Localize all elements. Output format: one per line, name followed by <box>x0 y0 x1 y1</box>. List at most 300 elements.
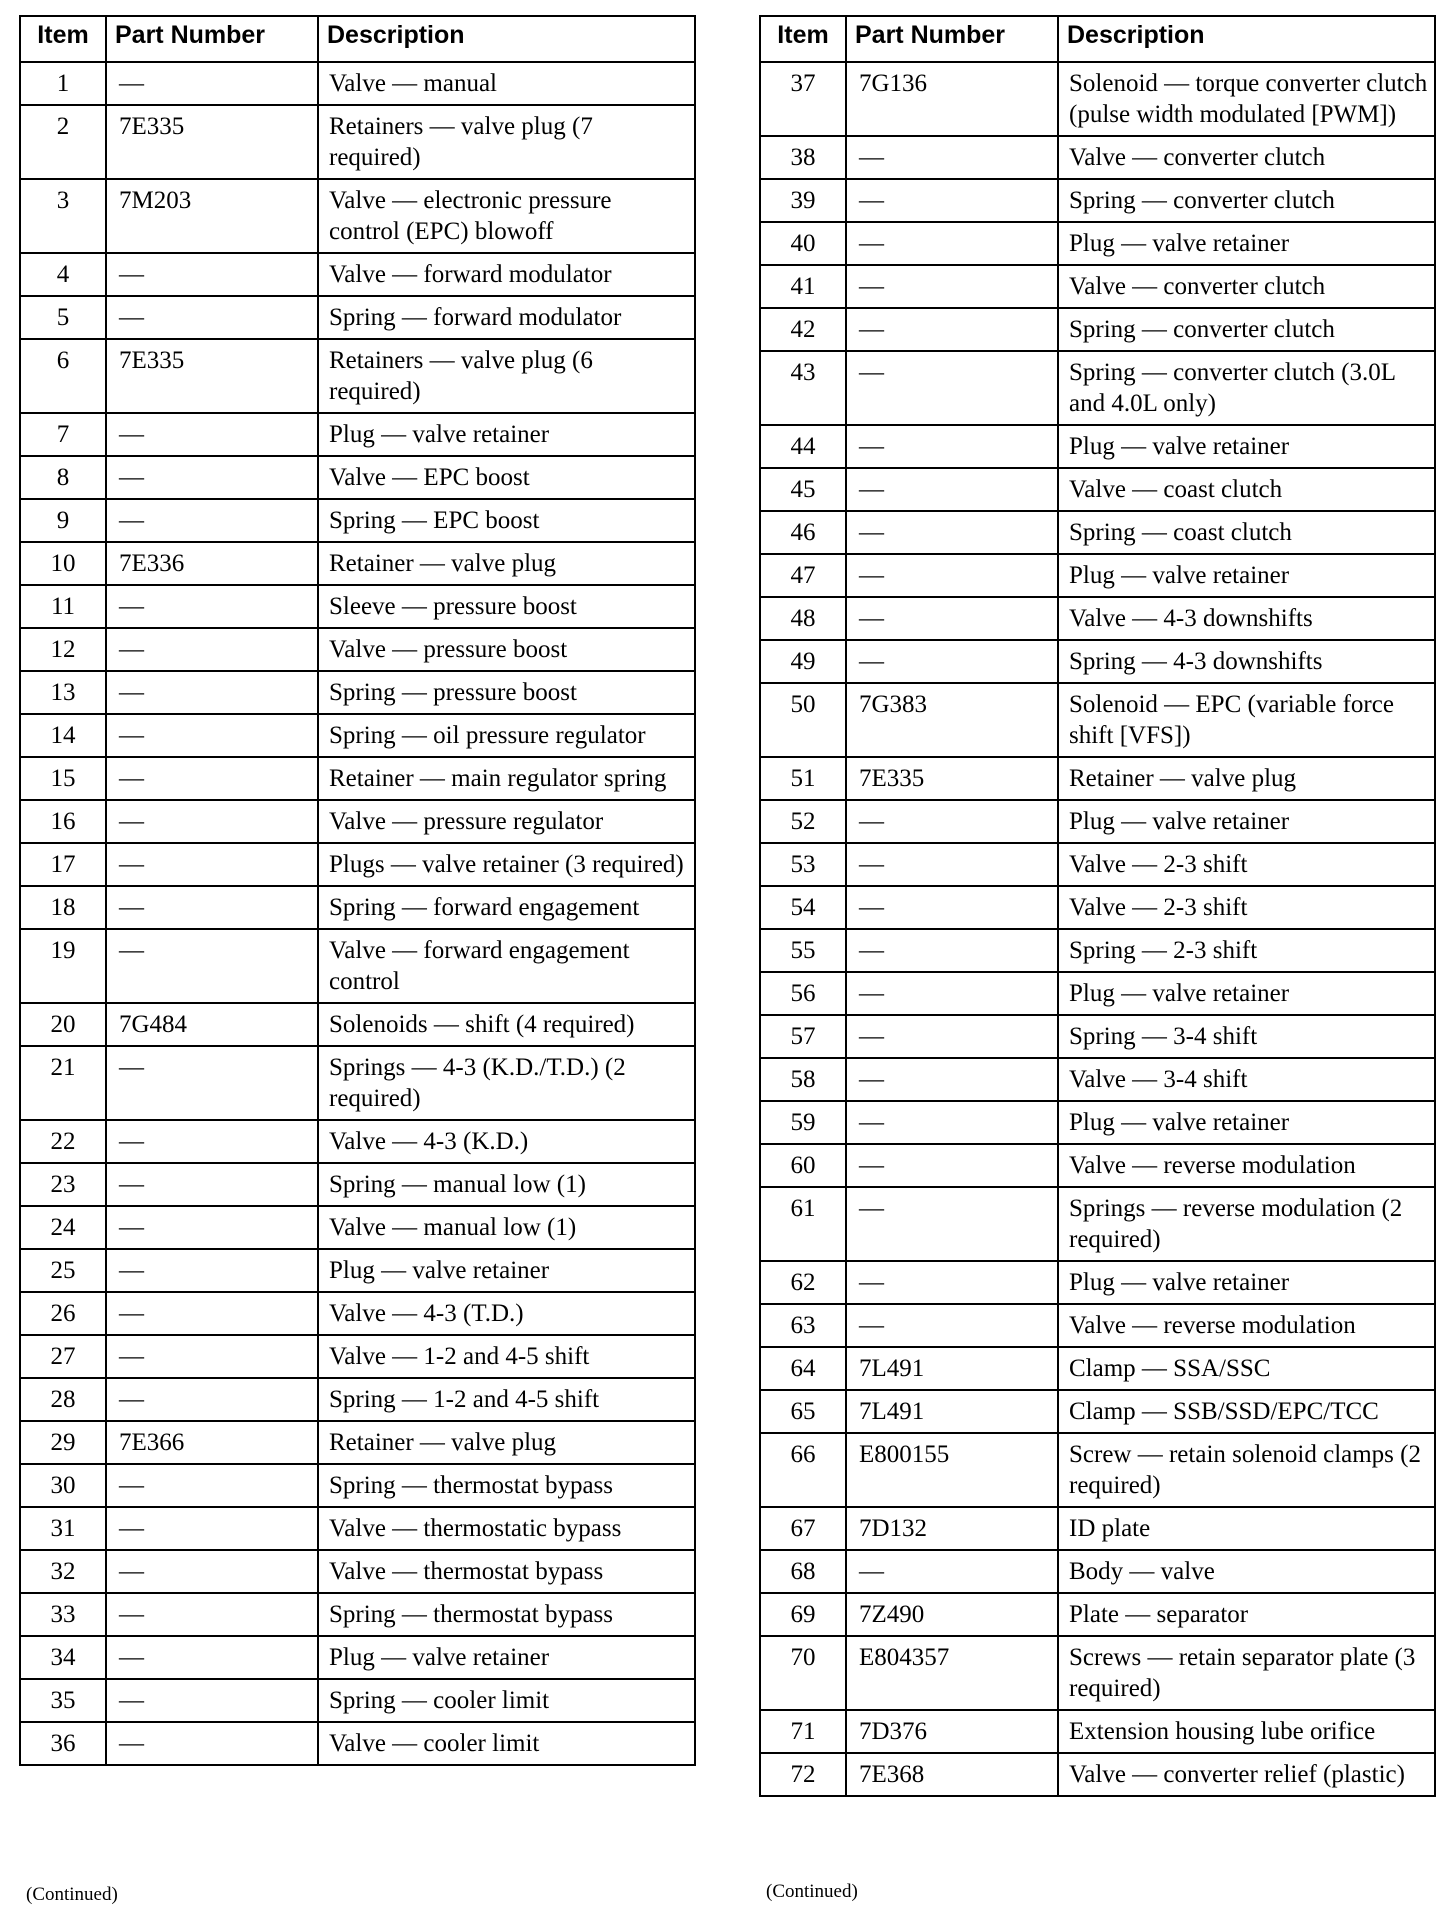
item-number: 45 <box>760 468 846 511</box>
item-number: 3 <box>20 179 106 253</box>
header-item: Item <box>760 16 846 62</box>
part-number: — <box>106 296 318 339</box>
item-number: 22 <box>20 1120 106 1163</box>
table-row <box>20 1206 695 1249</box>
description: Screw — retain solenoid clamps (2 required) <box>1058 1433 1435 1507</box>
table-row <box>760 1710 1435 1753</box>
table-row <box>20 1163 695 1206</box>
item-number: 57 <box>760 1015 846 1058</box>
part-number: — <box>846 351 1058 425</box>
description: Valve — 4-3 downshifts <box>1058 597 1435 640</box>
description: Screws — retain separator plate (3 required) <box>1058 1636 1435 1710</box>
description: Spring — pressure boost <box>318 671 695 714</box>
item-number: 59 <box>760 1101 846 1144</box>
description: Clamp — SSA/SSC <box>1058 1347 1435 1390</box>
part-number: — <box>846 972 1058 1015</box>
part-number: 7E368 <box>846 1753 1058 1796</box>
table-row <box>20 1593 695 1636</box>
description: Valve — converter relief (plastic) <box>1058 1753 1435 1796</box>
description: Body — valve <box>1058 1550 1435 1593</box>
description: Retainer — valve plug <box>318 1421 695 1464</box>
part-number: — <box>846 1101 1058 1144</box>
description: Plug — valve retainer <box>1058 425 1435 468</box>
table-row <box>760 468 1435 511</box>
item-number: 48 <box>760 597 846 640</box>
item-number: 5 <box>20 296 106 339</box>
table-row <box>760 597 1435 640</box>
part-number: — <box>846 1144 1058 1187</box>
description: Sleeve — pressure boost <box>318 585 695 628</box>
description: Spring — thermostat bypass <box>318 1464 695 1507</box>
table-row <box>20 1679 695 1722</box>
item-number: 2 <box>20 105 106 179</box>
part-number: — <box>106 585 318 628</box>
part-number: — <box>106 1120 318 1163</box>
part-number: 7M203 <box>106 179 318 253</box>
item-number: 34 <box>20 1636 106 1679</box>
description: Valve — 4-3 (K.D.) <box>318 1120 695 1163</box>
table-row <box>760 1636 1435 1710</box>
table-row <box>20 1120 695 1163</box>
continued-note: (Continued) <box>26 1884 118 1905</box>
item-number: 61 <box>760 1187 846 1261</box>
description: Retainer — valve plug <box>318 542 695 585</box>
part-number: — <box>106 1679 318 1722</box>
table-row <box>20 843 695 886</box>
part-number: — <box>846 886 1058 929</box>
item-number: 32 <box>20 1550 106 1593</box>
part-number: — <box>106 1550 318 1593</box>
item-number: 67 <box>760 1507 846 1550</box>
item-number: 54 <box>760 886 846 929</box>
table-row <box>20 1335 695 1378</box>
part-number: — <box>106 1378 318 1421</box>
table-row <box>20 339 695 413</box>
description: Spring — forward modulator <box>318 296 695 339</box>
table-row <box>760 1753 1435 1796</box>
description: Valve — 4-3 (T.D.) <box>318 1292 695 1335</box>
part-number: — <box>106 1206 318 1249</box>
part-number: 7E336 <box>106 542 318 585</box>
item-number: 55 <box>760 929 846 972</box>
item-number: 21 <box>20 1046 106 1120</box>
description: Spring — 4-3 downshifts <box>1058 640 1435 683</box>
description: Solenoid — torque converter clutch (pulse width modulated [PWM]) <box>1058 62 1435 136</box>
item-number: 62 <box>760 1261 846 1304</box>
description: Spring — 2-3 shift <box>1058 929 1435 972</box>
description: Spring — EPC boost <box>318 499 695 542</box>
item-number: 52 <box>760 800 846 843</box>
item-number: 43 <box>760 351 846 425</box>
table-row <box>760 308 1435 351</box>
item-number: 13 <box>20 671 106 714</box>
description: Valve — converter clutch <box>1058 265 1435 308</box>
description: ID plate <box>1058 1507 1435 1550</box>
description: Plug — valve retainer <box>1058 554 1435 597</box>
table-row <box>760 265 1435 308</box>
table-row <box>20 1003 695 1046</box>
description: Plate — separator <box>1058 1593 1435 1636</box>
item-number: 10 <box>20 542 106 585</box>
table-row <box>760 683 1435 757</box>
table-row <box>760 425 1435 468</box>
part-number: — <box>106 62 318 105</box>
part-number: — <box>846 308 1058 351</box>
table-row <box>20 800 695 843</box>
table-row <box>760 929 1435 972</box>
description: Retainers — valve plug (7 required) <box>318 105 695 179</box>
part-number: — <box>846 136 1058 179</box>
part-number: — <box>846 468 1058 511</box>
description: Valve — forward engagement control <box>318 929 695 1003</box>
table-row <box>20 179 695 253</box>
part-number: — <box>106 757 318 800</box>
continued-note: (Continued) <box>766 1881 858 1902</box>
description: Spring — converter clutch <box>1058 308 1435 351</box>
part-number: — <box>106 671 318 714</box>
header-item: Item <box>20 16 106 62</box>
description: Valve — forward modulator <box>318 253 695 296</box>
item-number: 25 <box>20 1249 106 1292</box>
description: Plug — valve retainer <box>1058 1101 1435 1144</box>
part-number: — <box>846 640 1058 683</box>
item-number: 38 <box>760 136 846 179</box>
table-row <box>20 929 695 1003</box>
description: Spring — converter clutch <box>1058 179 1435 222</box>
part-number: 7G383 <box>846 683 1058 757</box>
description: Extension housing lube orifice <box>1058 1710 1435 1753</box>
table-row <box>760 1593 1435 1636</box>
part-number: — <box>106 929 318 1003</box>
part-number: — <box>106 1722 318 1765</box>
table-row <box>760 136 1435 179</box>
description: Valve — manual low (1) <box>318 1206 695 1249</box>
description: Valve — 3-4 shift <box>1058 1058 1435 1101</box>
description: Plug — valve retainer <box>318 1249 695 1292</box>
description: Plugs — valve retainer (3 required) <box>318 843 695 886</box>
table-row <box>760 972 1435 1015</box>
item-number: 26 <box>20 1292 106 1335</box>
part-number: — <box>106 1046 318 1120</box>
item-number: 36 <box>20 1722 106 1765</box>
description: Spring — 3-4 shift <box>1058 1015 1435 1058</box>
table-row <box>760 179 1435 222</box>
description: Spring — 1-2 and 4-5 shift <box>318 1378 695 1421</box>
description: Valve — 1-2 and 4-5 shift <box>318 1335 695 1378</box>
header-description: Description <box>318 16 695 62</box>
description: Plug — valve retainer <box>1058 972 1435 1015</box>
description: Plug — valve retainer <box>318 1636 695 1679</box>
item-number: 18 <box>20 886 106 929</box>
table-row <box>20 253 695 296</box>
item-number: 40 <box>760 222 846 265</box>
item-number: 9 <box>20 499 106 542</box>
table-row <box>760 843 1435 886</box>
part-number: 7E335 <box>106 105 318 179</box>
part-number: — <box>846 800 1058 843</box>
part-number: — <box>106 456 318 499</box>
table-row <box>760 800 1435 843</box>
item-number: 24 <box>20 1206 106 1249</box>
table-row <box>20 1464 695 1507</box>
description: Spring — cooler limit <box>318 1679 695 1722</box>
description: Springs — reverse modulation (2 required) <box>1058 1187 1435 1261</box>
part-number: — <box>106 1636 318 1679</box>
table-row <box>20 413 695 456</box>
item-number: 49 <box>760 640 846 683</box>
item-number: 31 <box>20 1507 106 1550</box>
part-number: 7E366 <box>106 1421 318 1464</box>
table-header-row <box>760 16 1435 62</box>
table-row <box>20 1421 695 1464</box>
table-row <box>20 1550 695 1593</box>
part-number: — <box>106 1507 318 1550</box>
description: Plug — valve retainer <box>1058 800 1435 843</box>
part-number: — <box>106 886 318 929</box>
item-number: 1 <box>20 62 106 105</box>
part-number: — <box>106 843 318 886</box>
part-number: E804357 <box>846 1636 1058 1710</box>
table-row <box>760 554 1435 597</box>
part-number: — <box>846 597 1058 640</box>
part-number: 7L491 <box>846 1347 1058 1390</box>
item-number: 44 <box>760 425 846 468</box>
table-row <box>760 1261 1435 1304</box>
table-row <box>760 1304 1435 1347</box>
table-row <box>20 1046 695 1120</box>
description: Spring — forward engagement <box>318 886 695 929</box>
item-number: 15 <box>20 757 106 800</box>
description: Spring — oil pressure regulator <box>318 714 695 757</box>
description: Valve — thermostatic bypass <box>318 1507 695 1550</box>
item-number: 37 <box>760 62 846 136</box>
description: Retainer — main regulator spring <box>318 757 695 800</box>
description: Plug — valve retainer <box>1058 222 1435 265</box>
part-number: 7D376 <box>846 1710 1058 1753</box>
item-number: 58 <box>760 1058 846 1101</box>
part-number: — <box>106 1335 318 1378</box>
table-row <box>20 628 695 671</box>
description: Plug — valve retainer <box>318 413 695 456</box>
item-number: 63 <box>760 1304 846 1347</box>
table-row <box>760 1550 1435 1593</box>
part-number: — <box>846 1058 1058 1101</box>
table-row <box>760 62 1435 136</box>
item-number: 33 <box>20 1593 106 1636</box>
item-number: 16 <box>20 800 106 843</box>
table-row <box>760 222 1435 265</box>
table-row <box>760 1015 1435 1058</box>
table-row <box>20 1249 695 1292</box>
header-description: Description <box>1058 16 1435 62</box>
table-row <box>20 757 695 800</box>
description: Springs — 4-3 (K.D./T.D.) (2 required) <box>318 1046 695 1120</box>
description: Valve — 2-3 shift <box>1058 843 1435 886</box>
table-row <box>760 886 1435 929</box>
item-number: 65 <box>760 1390 846 1433</box>
table-row <box>760 1390 1435 1433</box>
part-number: — <box>846 179 1058 222</box>
description: Valve — reverse modulation <box>1058 1304 1435 1347</box>
item-number: 12 <box>20 628 106 671</box>
part-number: — <box>846 929 1058 972</box>
description: Valve — EPC boost <box>318 456 695 499</box>
item-number: 27 <box>20 1335 106 1378</box>
part-number: — <box>106 253 318 296</box>
item-number: 41 <box>760 265 846 308</box>
parts-table-right <box>759 15 1436 1797</box>
item-number: 70 <box>760 1636 846 1710</box>
description: Valve — cooler limit <box>318 1722 695 1765</box>
description: Retainer — valve plug <box>1058 757 1435 800</box>
description: Valve — 2-3 shift <box>1058 886 1435 929</box>
item-number: 35 <box>20 1679 106 1722</box>
table-row <box>20 1292 695 1335</box>
description: Solenoids — shift (4 required) <box>318 1003 695 1046</box>
item-number: 7 <box>20 413 106 456</box>
item-number: 46 <box>760 511 846 554</box>
item-number: 56 <box>760 972 846 1015</box>
item-number: 4 <box>20 253 106 296</box>
item-number: 6 <box>20 339 106 413</box>
item-number: 66 <box>760 1433 846 1507</box>
item-number: 64 <box>760 1347 846 1390</box>
part-number: — <box>106 1593 318 1636</box>
description: Spring — manual low (1) <box>318 1163 695 1206</box>
table-row <box>760 1433 1435 1507</box>
part-number: — <box>846 1550 1058 1593</box>
item-number: 11 <box>20 585 106 628</box>
part-number: — <box>846 425 1058 468</box>
header-part-number: Part Number <box>846 16 1058 62</box>
table-row <box>760 351 1435 425</box>
part-number: 7G484 <box>106 1003 318 1046</box>
table-row <box>20 1507 695 1550</box>
item-number: 20 <box>20 1003 106 1046</box>
part-number: — <box>106 1464 318 1507</box>
part-number: — <box>846 1304 1058 1347</box>
description: Spring — thermostat bypass <box>318 1593 695 1636</box>
part-number: — <box>846 265 1058 308</box>
part-number: — <box>106 628 318 671</box>
table-row <box>760 1347 1435 1390</box>
part-number: — <box>846 843 1058 886</box>
item-number: 69 <box>760 1593 846 1636</box>
part-number: 7Z490 <box>846 1593 1058 1636</box>
description: Valve — coast clutch <box>1058 468 1435 511</box>
item-number: 51 <box>760 757 846 800</box>
part-number: 7G136 <box>846 62 1058 136</box>
item-number: 53 <box>760 843 846 886</box>
part-number: — <box>106 1163 318 1206</box>
part-number: — <box>846 222 1058 265</box>
item-number: 50 <box>760 683 846 757</box>
table-row <box>20 886 695 929</box>
description: Valve — electronic pressure control (EPC) blowoff <box>318 179 695 253</box>
table-row <box>760 1058 1435 1101</box>
part-number: 7E335 <box>106 339 318 413</box>
part-number: 7L491 <box>846 1390 1058 1433</box>
item-number: 14 <box>20 714 106 757</box>
item-number: 68 <box>760 1550 846 1593</box>
part-number: — <box>846 1015 1058 1058</box>
part-number: — <box>106 499 318 542</box>
table-row <box>20 714 695 757</box>
description: Spring — converter clutch (3.0L and 4.0L only) <box>1058 351 1435 425</box>
part-number: — <box>106 714 318 757</box>
item-number: 19 <box>20 929 106 1003</box>
part-number: — <box>106 800 318 843</box>
item-number: 29 <box>20 1421 106 1464</box>
part-number: E800155 <box>846 1433 1058 1507</box>
table-row <box>20 1636 695 1679</box>
item-number: 42 <box>760 308 846 351</box>
item-number: 28 <box>20 1378 106 1421</box>
table-row <box>760 1144 1435 1187</box>
part-number: — <box>846 1261 1058 1304</box>
table-row <box>760 757 1435 800</box>
header-part-number: Part Number <box>106 16 318 62</box>
table-row <box>760 1507 1435 1550</box>
table-row <box>760 640 1435 683</box>
table-row <box>20 542 695 585</box>
item-number: 23 <box>20 1163 106 1206</box>
item-number: 47 <box>760 554 846 597</box>
part-number: — <box>106 1292 318 1335</box>
description: Solenoid — EPC (variable force shift [VFS]) <box>1058 683 1435 757</box>
description: Valve — reverse modulation <box>1058 1144 1435 1187</box>
table-row <box>760 1101 1435 1144</box>
item-number: 60 <box>760 1144 846 1187</box>
part-number: 7E335 <box>846 757 1058 800</box>
part-number: — <box>106 413 318 456</box>
part-number: — <box>106 1249 318 1292</box>
description: Valve — pressure regulator <box>318 800 695 843</box>
description: Valve — converter clutch <box>1058 136 1435 179</box>
item-number: 39 <box>760 179 846 222</box>
table-row <box>20 456 695 499</box>
description: Clamp — SSB/SSD/EPC/TCC <box>1058 1390 1435 1433</box>
item-number: 72 <box>760 1753 846 1796</box>
part-number: — <box>846 511 1058 554</box>
part-number: 7D132 <box>846 1507 1058 1550</box>
table-row <box>20 1378 695 1421</box>
part-number: — <box>846 554 1058 597</box>
description: Plug — valve retainer <box>1058 1261 1435 1304</box>
item-number: 17 <box>20 843 106 886</box>
item-number: 8 <box>20 456 106 499</box>
parts-table-left <box>19 15 696 1766</box>
description: Retainers — valve plug (6 required) <box>318 339 695 413</box>
description: Spring — coast clutch <box>1058 511 1435 554</box>
table-row <box>20 585 695 628</box>
table-row <box>20 671 695 714</box>
description: Valve — pressure boost <box>318 628 695 671</box>
description: Valve — thermostat bypass <box>318 1550 695 1593</box>
table-row <box>760 511 1435 554</box>
table-row <box>20 296 695 339</box>
table-row <box>20 62 695 105</box>
item-number: 30 <box>20 1464 106 1507</box>
table-header-row <box>20 16 695 62</box>
item-number: 71 <box>760 1710 846 1753</box>
table-row <box>20 1722 695 1765</box>
part-number: — <box>846 1187 1058 1261</box>
description: Valve — manual <box>318 62 695 105</box>
table-row <box>760 1187 1435 1261</box>
table-row <box>20 105 695 179</box>
table-row <box>20 499 695 542</box>
